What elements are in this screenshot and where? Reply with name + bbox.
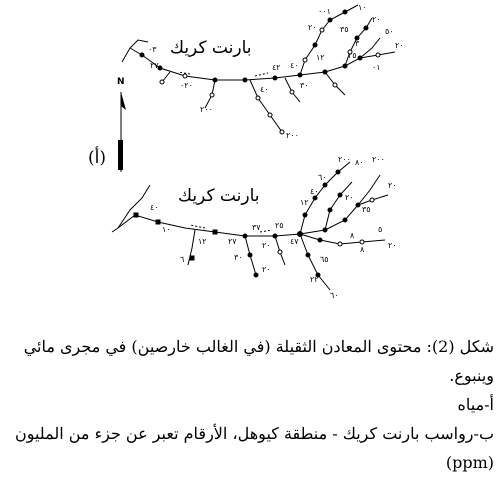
map-b-value-label: ٢٧ <box>228 237 237 246</box>
map-a-value-label: ١٠ <box>358 3 367 12</box>
map-b-value-label: ٢٠٠ <box>372 155 385 164</box>
map-a-value-label: ٠٢٠ <box>180 81 193 90</box>
map-a-value-label: ٢٠ <box>308 23 317 32</box>
map-b-value-label: ٢٠ <box>262 241 271 250</box>
map-a-title: بارنت كريك <box>170 38 252 58</box>
map-b-value-label: ١٢ <box>300 198 309 207</box>
map-a-part-label: (أ) <box>88 148 107 168</box>
map-a-value-label: ٢٥ <box>348 51 357 60</box>
map-b-value-label: ٢٠ <box>388 181 397 190</box>
map-b-value-label: ٢٥ <box>275 221 284 230</box>
map-a-value-label: ٢٠ <box>372 15 381 24</box>
svg-text:N: N <box>117 77 125 87</box>
map-b-tributary-n4 <box>300 234 385 244</box>
map-a-value-label: ٠٣ <box>148 45 157 54</box>
map-b-value-labels <box>150 155 397 300</box>
map-a-value-label: ٣٠ <box>300 81 309 90</box>
map-a-value-label: ٠٠١ <box>318 7 331 16</box>
north-arrow <box>117 77 126 172</box>
map-a <box>122 5 395 132</box>
map-a-value-label: ٤٠ <box>290 61 299 70</box>
map-b-value-label: ٨٠ <box>355 158 364 167</box>
map-b-value-label: ٤٠ <box>150 203 159 212</box>
map-b <box>112 162 388 290</box>
map-b-value-label: ٣٧ <box>252 223 261 232</box>
caption-line-1: شكل (2): محتوى المعادن الثقيلة (في الغالب خارصين) في مجرى مائي وينبوع. <box>23 337 494 385</box>
map-b-value-label: ٢٢ <box>310 275 319 284</box>
map-b-value-label: ٨ <box>350 231 355 240</box>
map-b-value-label: ٥ <box>378 225 383 234</box>
map-a-value-label: ٤٢ <box>272 63 281 72</box>
map-b-value-label: ٦٠ <box>318 173 327 182</box>
map-b-value-label: ٨ <box>360 245 365 254</box>
map-b-value-label: ٢٠٠ <box>338 155 351 164</box>
map-b-value-label: ٤٧ <box>290 237 299 246</box>
map-a-value-label: ٢٠ <box>395 41 404 50</box>
map-a-value-label: ٣ <box>355 39 360 48</box>
map-a-value-labels <box>148 3 404 140</box>
map-b-value-label: ٦٥ <box>320 255 329 264</box>
map-a-value-label: ٥٠ <box>385 27 394 36</box>
map-a-value-label: ٢٠٠ <box>200 105 213 114</box>
caption-line-2: أ-مياه <box>457 395 494 414</box>
figure-caption <box>12 332 494 477</box>
map-b-value-label: ٢٠ <box>345 193 354 202</box>
map-b-value-label: ١٢ <box>198 237 207 246</box>
map-b-value-label: ٦٠ <box>330 291 339 300</box>
map-a-value-label: ١٢ <box>316 53 325 62</box>
map-a-value-label: ٢٧ <box>150 61 159 70</box>
map-b-value-label: ٤٠ <box>310 187 319 196</box>
map-a-value-label: ٠١ <box>372 63 381 72</box>
map-b-value-label: ٢٠ <box>388 241 397 250</box>
map-b-title: بارنت كريك <box>178 186 260 206</box>
map-b-value-label: ١٠ <box>162 225 171 234</box>
map-a-value-label: ٤٠ <box>260 85 269 94</box>
map-a-value-label: ٢٠٠ <box>286 131 299 140</box>
map-a-main-stream <box>130 38 380 80</box>
map-a-value-label: ٣٥ <box>340 25 349 34</box>
map-b-value-label: ٣٠ <box>234 253 243 262</box>
caption-line-3: ب-رواسب بارنت كريك - منطقة كيوهل، الأرقام تعبر عن جزء من المليون (ppm) <box>14 424 494 472</box>
map-b-headwater-left <box>112 185 150 232</box>
map-b-value-label: ٢٠ <box>262 265 271 274</box>
map-b-value-label: ٣٥ <box>362 205 371 214</box>
map-b-value-label: ٦ <box>180 255 185 264</box>
